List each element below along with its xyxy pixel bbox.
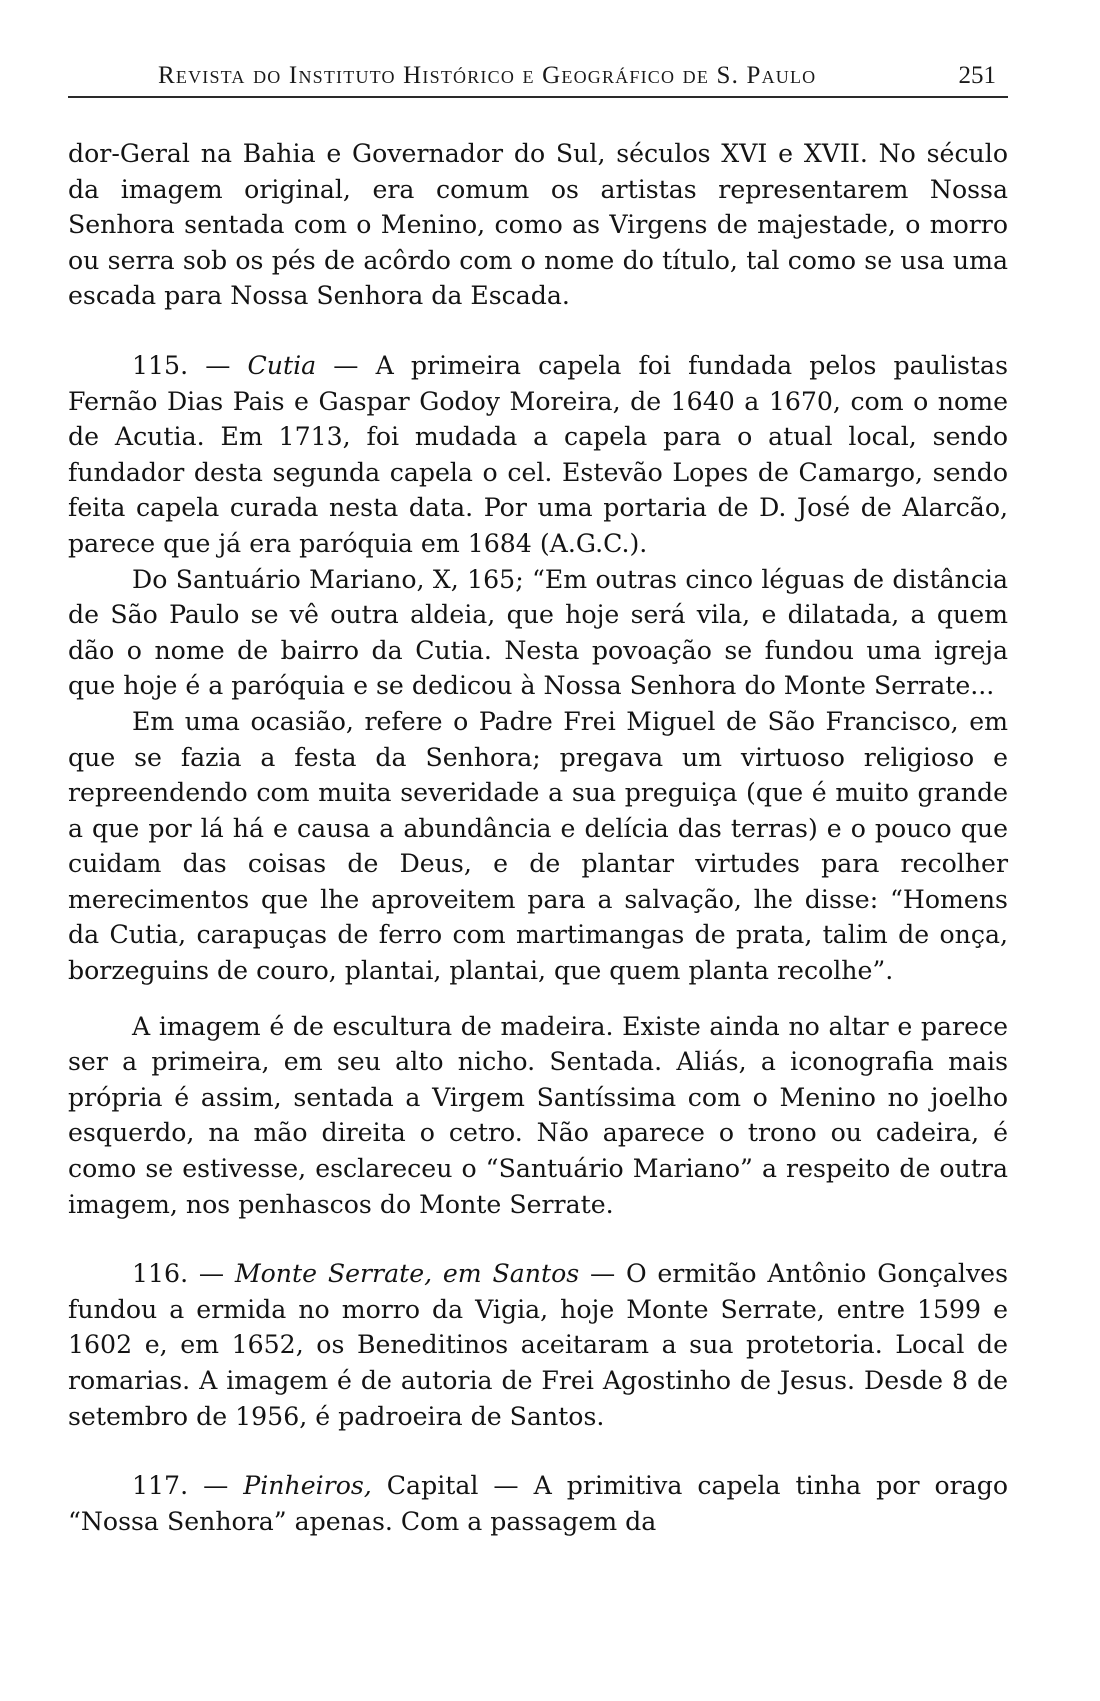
entry-title: Cutia	[247, 350, 317, 380]
entry-number: 117.	[132, 1471, 189, 1501]
paragraph-text: Em uma ocasião, refere o Padre Frei Miguel de São Francisco, em que se fazia a festa da Senhora; pregava um virtuoso religioso e repreendendo com muita severidade a sua preguiça (que é muito grande a que por lá há e causa a abundância e delícia das terras) e o pouco que cuidam das coisas de Deus, e de plantar virtudes para recolher merecimentos que lhe aproveitem para a salvação, lhe disse: “Homens da Cutia, carapuças de ferro com martimangas de prata, talim de onça, borzeguins de couro, plantai, plantai, que quem planta recolhe”.	[68, 706, 1008, 986]
paragraph-santuario	[68, 562, 1008, 704]
em-dash: —	[478, 1471, 534, 1501]
entry-text: A primeira capela foi fundada pelos paulistas Fernão Dias Pais e Gaspar Godoy Moreira, de 1640 a 1670, com o nome de Acutia. Em 1713, foi mudada a capela para o atual local, sendo fundador desta segunda capela o cel. Estevão Lopes de Camargo, sendo feita capela curada nesta data. Por uma portaria de D. José de Alarcão, parece que já era paróquia em 1684 (A.G.C.).	[68, 350, 1008, 558]
paragraph-imagem	[68, 1009, 1008, 1223]
page-number: 251	[958, 62, 996, 89]
entry-number: 116.	[132, 1259, 189, 1289]
entry-116	[68, 1256, 1008, 1434]
entry-text: O ermitão Antônio Gonçalves fundou a ermida no morro da Vigia, hoje Monte Serrate, entre 1599 e 1602 e, em 1652, os Beneditinos aceitaram a sua protetoria. Local de romarias. A imagem é de autoria de Frei Agostinho de Jesus. Desde 8 de setembro de 1956, é padroeira de Santos.	[68, 1259, 1008, 1431]
em-dash: —	[188, 1259, 235, 1289]
header-rule	[68, 96, 1008, 98]
entry-117	[68, 1468, 1008, 1539]
paragraph-text: Do Santuário Mariano, X, 165; “Em outras cinco léguas de distância de São Paulo se vê outra aldeia, que hoje será vila, e dilatada, a quem dão o nome de bairro da Cutia. Nesta povoação se fundou uma igreja que hoje é a paróquia e se dedicou à Nossa Senhora do Monte Serrate...	[68, 564, 1008, 701]
paragraph-text: dor-Geral na Bahia e Governador do Sul, séculos XVI e XVII. No século da imagem original, era comum os artistas representarem Nossa Senhora sentada com o Menino, como as Virgens de majestade, o morro ou serra sob os pés de acôrdo com o nome do título, tal como se usa uma escada para Nossa Senhora da Escada.	[68, 139, 1008, 311]
page-header	[68, 58, 1008, 98]
entry-title: Pinheiros,	[243, 1471, 372, 1501]
em-dash: —	[188, 350, 248, 380]
entry-subtitle: Capital	[371, 1471, 479, 1501]
running-title: Revista do Instituto Histórico e Geográfico de S. Paulo	[158, 62, 817, 89]
em-dash: —	[316, 350, 376, 380]
em-dash: —	[579, 1259, 626, 1289]
entry-number: 115.	[132, 350, 189, 380]
entry-text: A primitiva capela tinha por orago “Nossa Senhora” apenas. Com a passagem da	[68, 1471, 1008, 1536]
em-dash: —	[188, 1471, 244, 1501]
paragraph-text: A imagem é de escultura de madeira. Existe ainda no altar e parece ser a primeira, em seu alto nicho. Sentada. Aliás, a iconografia mais própria é assim, sentada a Virgem Santíssima com o Menino no joelho esquerdo, na mão direita o cetro. Não aparece o trono ou cadeira, é como se estivesse, esclareceu o “Santuário Mariano” a respeito de outra imagem, nos penhascos do Monte Serrate.	[68, 1011, 1008, 1219]
paragraph-sermon	[68, 704, 1008, 989]
body-text	[68, 136, 1008, 1539]
entry-title: Monte Serrate, em Santos	[234, 1259, 580, 1289]
entry-115	[68, 348, 1008, 562]
paragraph-continuation	[68, 136, 1008, 314]
